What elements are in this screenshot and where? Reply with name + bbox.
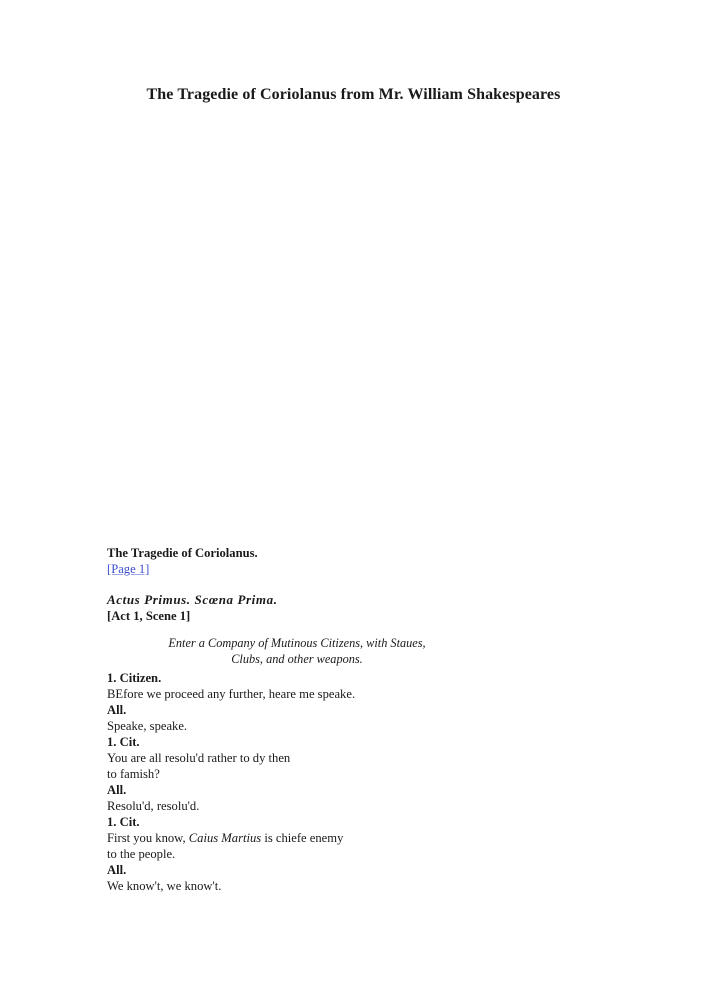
speaker: All. — [107, 703, 127, 717]
speaker: All. — [107, 863, 127, 877]
stage-direction-line: Enter a Company of Mutinous Citizens, with Staues, — [168, 636, 426, 650]
speaker: 1. Citizen. — [107, 671, 162, 685]
speech-text: First you know, — [107, 831, 189, 845]
stage-direction — [107, 635, 627, 667]
play-text — [107, 545, 627, 894]
speech-line: You are all resolu'd rather to dy then — [107, 751, 291, 765]
play-heading: The Tragedie of Coriolanus. — [107, 546, 258, 560]
speech-text: is chiefe enemy — [261, 831, 344, 845]
act-scene-label: [Act 1, Scene 1] — [107, 609, 191, 623]
speaker: 1. Cit. — [107, 815, 140, 829]
speech-line: Speake, speake. — [107, 719, 188, 733]
speech-line: Resolu'd, resolu'd. — [107, 799, 200, 813]
speech-line: to the people. — [107, 847, 176, 861]
stage-direction-line: Clubs, and other weapons. — [231, 652, 363, 666]
speaker: 1. Cit. — [107, 735, 140, 749]
character-name: Caius Martius — [188, 831, 262, 845]
speech-line — [107, 830, 627, 846]
speech-line: to famish? — [107, 767, 160, 781]
page-title: The Tragedie of Coriolanus from Mr. William Shakespeares — [146, 86, 561, 103]
act-title: Actus Primus. Scœna Prima. — [107, 592, 278, 607]
speech-line: We know't, we know't. — [107, 879, 222, 893]
speech-line: BEfore we proceed any further, heare me speake. — [107, 687, 356, 701]
speaker: All. — [107, 783, 127, 797]
page-link[interactable]: [Page 1] — [107, 562, 150, 576]
